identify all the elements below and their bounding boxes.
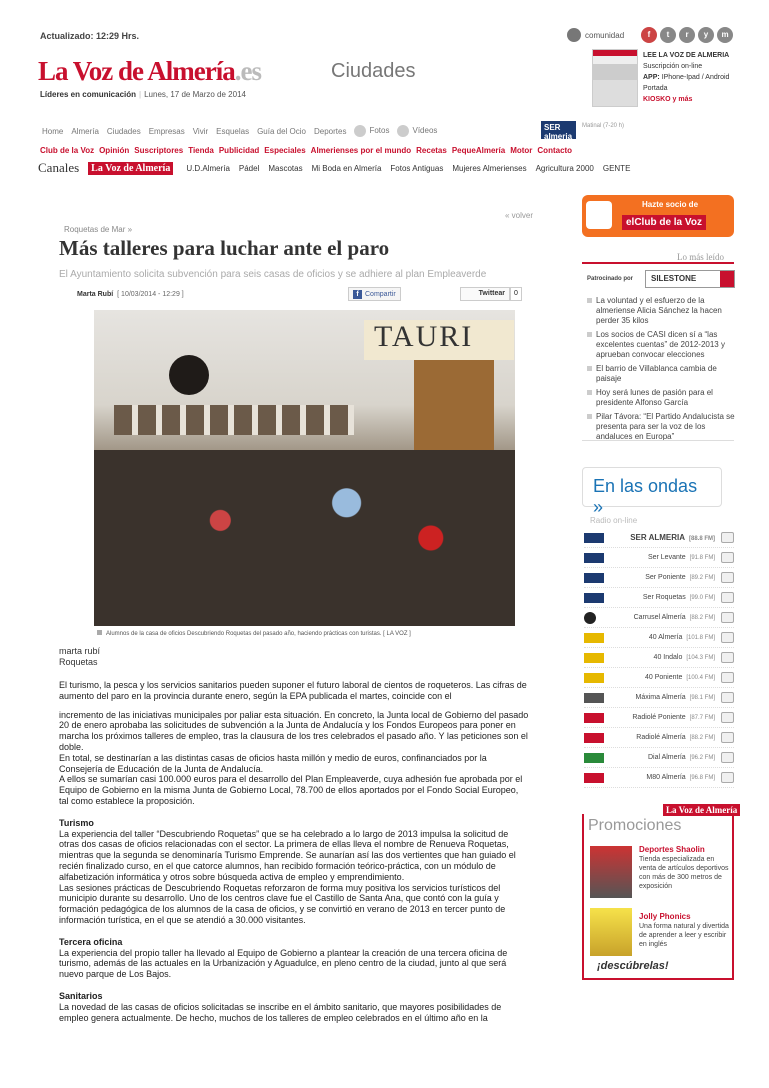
radio-freq: [87.7 FM]	[689, 715, 715, 721]
photo-crowd	[94, 450, 515, 626]
byline	[77, 291, 184, 298]
radio-name: Carrusel Almería	[633, 614, 686, 621]
radio-freq: [89.2 FM]	[689, 575, 715, 581]
paragraph: La experiencia del taller “Descubriendo Roquetas” que se ha celebrado a lo largo de 2013 impulsa la solicitud de otras dos casas de oficios relacionadas con el sector. La primera de ellas lleva el nombre de Renueva Roquetas, mientras que la segunda se denominaría Turismo Emprende. Se aunarían así las dos vertientes que han guiado el recién finalizado curso, en el que catorce alumnos, han recibido formación teórico-práctica, con un módulo de alfabetización informática y otros sobre búsqueda activa de empleo y emprendimiento.	[59, 828, 516, 882]
nav-fotos[interactable]	[354, 125, 389, 137]
radio-freq: [104.3 FM]	[686, 655, 715, 661]
speaker-icon[interactable]	[721, 592, 734, 603]
nav-guia-ocio[interactable]: Guía del Ocio	[257, 126, 306, 136]
radio-row[interactable]	[584, 568, 734, 588]
nav-vivir[interactable]: Vivir	[192, 126, 209, 136]
facebook-icon[interactable]: f	[641, 27, 657, 43]
radio-row[interactable]	[584, 628, 734, 648]
caption-text: Alumnos de la casa de oficios Descubriendo Roquetas del pasado año, haciendo prácticas con turistas. [ LA VOZ ]	[106, 631, 411, 637]
paper-subscription[interactable]: Suscripción on-line	[643, 63, 703, 70]
paper-app-label: APP:	[643, 74, 660, 81]
paragraph: En total, se destinarían a las distintas casas de oficios hasta millón y medio de euros, confinanciados por la Consejería de Educación de la Junta de Andalucía.	[59, 752, 487, 774]
twitter-icon[interactable]: t	[660, 27, 676, 43]
nav-ciudades[interactable]: Ciudades	[106, 126, 141, 136]
radio-logo-icon	[584, 633, 604, 643]
promo-title: Deportes Shaolin	[639, 845, 705, 854]
speaker-icon[interactable]	[721, 672, 734, 683]
promo-text: Una forma natural y divertida de aprender a leer y escribir en inglés	[639, 923, 729, 948]
twitter-share-button[interactable]: Twittear	[460, 287, 510, 301]
byline-author: Marta Rubí	[77, 291, 114, 298]
radio-row[interactable]	[584, 588, 734, 608]
tagline-text: Líderes en comunicación	[40, 90, 137, 99]
radio-name: Radiolé Almería	[636, 734, 686, 741]
silestone-s-icon	[720, 271, 734, 287]
section-heading: Turismo	[59, 817, 94, 828]
radio-row[interactable]	[584, 668, 734, 688]
mas-leido-item[interactable]: El barrio de Villablanca cambia de paisaje	[587, 364, 735, 384]
ser-radio-button[interactable]: SER almeria	[541, 121, 576, 139]
radio-freq: [101.8 FM]	[686, 635, 715, 641]
current-date: Lunes, 17 de Marzo de 2014	[144, 90, 246, 99]
nav-home[interactable]: Home	[42, 126, 64, 136]
canal-mascotas[interactable]: Mascotas	[268, 163, 303, 173]
youtube-icon[interactable]: y	[698, 27, 714, 43]
comunidad-label: comunidad	[585, 30, 625, 40]
nav2-opinion[interactable]: Opinión	[99, 146, 130, 155]
radio-row[interactable]	[584, 548, 734, 568]
en-las-ondas-header[interactable]: En las ondas »	[582, 467, 722, 507]
radio-row[interactable]	[584, 728, 734, 748]
nav2-especiales[interactable]: Especiales	[264, 146, 306, 155]
speaker-icon[interactable]	[721, 572, 734, 583]
radio-name: 40 Almería	[648, 634, 683, 641]
ser-schedule: Matinal (7-20 h)	[582, 123, 625, 129]
promo-shaolin[interactable]	[639, 845, 731, 891]
radio-freq: [96.2 FM]	[689, 755, 715, 761]
nav2-publicidad[interactable]: Publicidad	[218, 146, 260, 155]
radio-logo-icon	[584, 573, 604, 583]
promo-text: Tienda especializada en venta de artículos deportivos con más de 300 metros de exposición	[639, 856, 729, 890]
tagline: Líderes en comunicación | Lunes, 17 de Marzo de 2014	[40, 90, 246, 99]
radio-name: M80 Almería	[646, 774, 686, 781]
canal-fotos-antiguas[interactable]: Fotos Antiguas	[390, 163, 444, 173]
radio-logo-icon	[584, 753, 604, 763]
radio-name: SER ALMERIA	[630, 533, 685, 542]
breadcrumb[interactable]: Roquetas de Mar »	[64, 225, 133, 234]
radio-logo-icon	[584, 713, 604, 723]
radio-logo-icon	[584, 733, 604, 743]
canal-udalmeria[interactable]: U.D.Almería	[186, 163, 230, 173]
article-photo[interactable]	[94, 310, 515, 626]
byline-date: [ 10/03/2014 - 12:29 ]	[117, 291, 184, 298]
mas-leido-item[interactable]: Pilar Távora: “El Partido Andalucista se presenta para ser la voz de los andaluces en Europa”	[587, 412, 735, 442]
radio-logo-icon	[584, 533, 604, 543]
speaker-icon[interactable]	[721, 652, 734, 663]
main-nav	[42, 125, 437, 137]
section-title: Ciudades	[331, 60, 416, 82]
radio-freq: [88.8 FM]	[688, 536, 715, 542]
speaker-icon[interactable]	[721, 632, 734, 643]
radio-freq: [88.2 FM]	[689, 615, 715, 621]
photo-wall-pictures	[114, 405, 354, 435]
radio-name: Máxima Almería	[635, 694, 686, 701]
speaker-icon[interactable]	[721, 532, 734, 543]
radio-name: Radiolé Poniente	[632, 714, 686, 721]
newspaper-cover-thumbnail[interactable]	[592, 49, 638, 107]
updated-time: Actualizado: 12:29 Hrs.	[40, 31, 140, 41]
radio-name: 40 Poniente	[644, 674, 683, 681]
section-heading: Sanitarios	[59, 990, 103, 1001]
author-name: marta rubí	[59, 646, 101, 656]
club-banner-name: elClub de la Voz	[622, 215, 706, 230]
nav-videos[interactable]	[397, 125, 437, 137]
descubrelas-link[interactable]: ¡descúbrelas!	[597, 960, 669, 972]
promo-title: Jolly Phonics	[639, 912, 691, 921]
radio-freq: [99.0 FM]	[689, 595, 715, 601]
kiosko-logo[interactable]: KIOSKO y más	[643, 96, 693, 103]
speaker-icon[interactable]	[721, 692, 734, 703]
radio-name: Ser Levante	[647, 554, 686, 561]
nav-deportes[interactable]: Deportes	[314, 126, 347, 136]
photo-sign: TAURI	[364, 320, 514, 360]
logo-es: .es	[234, 56, 261, 86]
mas-leido-title: Lo más leído	[677, 252, 724, 262]
radio-name: Ser Roquetas	[642, 594, 686, 601]
mobile-icon[interactable]: m	[717, 27, 733, 43]
promo-shaolin-image[interactable]	[590, 846, 632, 898]
facebook-share-label: Compartir	[365, 291, 396, 298]
speaker-icon[interactable]	[721, 712, 734, 723]
radio-name: Dial Almería	[647, 754, 686, 761]
speaker-icon[interactable]	[721, 772, 734, 783]
rss-icon[interactable]: r	[679, 27, 695, 43]
mas-leido-header	[582, 250, 734, 264]
sponsor-label: Patrocinado por	[587, 276, 634, 282]
nav2-recetas[interactable]: Recetas	[416, 146, 447, 155]
radio-logo-icon	[584, 673, 604, 683]
canales-bar	[38, 160, 630, 176]
facebook-share-button[interactable]	[348, 287, 401, 301]
canales-label: Canales	[38, 160, 80, 175]
caption-bullet-icon	[97, 630, 102, 635]
nav2-tienda[interactable]: Tienda	[188, 146, 214, 155]
video-icon	[397, 125, 409, 137]
paragraph: El turismo, la pesca y los servicios sanitarios pueden suponer el futuro laboral de cientos de roqueteros. Las cifras de aumento del paro en la provincia durante enero, según la EPA publicada el martes, coincide con el	[59, 680, 527, 701]
facebook-icon: f	[353, 290, 362, 299]
radio-freq: [98.1 FM]	[689, 695, 715, 701]
article-body	[59, 680, 529, 1023]
back-link[interactable]: « volver	[505, 211, 534, 220]
canal-boda[interactable]: Mi Boda en Almería	[311, 163, 382, 173]
mas-leido-item[interactable]: La voluntad y el esfuerzo de la almeriense Alicia Sánchez la hacen perder 35 kilos	[587, 296, 735, 326]
silestone-label: SILESTONE	[651, 274, 697, 283]
promo-brand: La Voz de Almería	[663, 804, 740, 816]
speaker-icon[interactable]	[721, 752, 734, 763]
club-banner-text: Hazte socio de	[642, 200, 699, 209]
speaker-icon[interactable]	[721, 612, 734, 623]
radio-logo-icon	[584, 593, 604, 603]
radio-logo-icon	[584, 612, 596, 624]
radio-list	[584, 528, 734, 788]
radio-freq: [96.8 FM]	[689, 775, 715, 781]
nav2-suscriptores[interactable]: Suscriptores	[134, 146, 184, 155]
canales-brand: La Voz de Almería	[88, 162, 173, 175]
promotions-title: Promociones	[588, 817, 682, 834]
silestone-sponsor-logo[interactable]	[645, 270, 735, 288]
mas-leido-item[interactable]: Los socios de CASI dicen sí a “las excelentes cuentas” de 2012-2013 y aprueban convocar elecciones	[587, 330, 735, 360]
site-logo[interactable]	[38, 56, 261, 87]
author-location: Roquetas	[59, 657, 98, 667]
radio-row[interactable]	[584, 708, 734, 728]
radio-logo-icon	[584, 553, 604, 563]
speaker-icon[interactable]	[721, 732, 734, 743]
radio-freq: [91.8 FM]	[689, 555, 715, 561]
canal-mujeres[interactable]: Mujeres Almerienses	[452, 163, 527, 173]
social-icons	[641, 27, 733, 43]
newspaper-info	[643, 50, 753, 105]
nav-empresas[interactable]: Empresas	[148, 126, 185, 136]
nav2-motor[interactable]: Motor	[510, 146, 533, 155]
mas-leido-list	[587, 296, 735, 446]
paragraph: Las sesiones prácticas de Descubriendo Roquetas reforzaron de forma muy positiva los servicios turísticos del municipio durante su desarrollo. Uno de los centros clave fue el Castillo de Santa Ana, que contó con la guía y formación pedagógica de los alumnos de la casa de oficios, y se convirtió en verano de 2013 en tercer punto de información turística, en el que se atendió a 30.000 visitantes.	[59, 882, 506, 925]
radio-row[interactable]	[584, 768, 734, 788]
radio-logo-icon	[584, 653, 604, 663]
club-banner[interactable]	[582, 195, 734, 237]
radio-freq: [88.2 FM]	[689, 735, 715, 741]
radio-name: 40 Indalo	[653, 654, 683, 661]
twitter-share-count: 0	[510, 287, 522, 301]
pointing-hand-icon	[586, 201, 612, 229]
nav-esquelas[interactable]: Esquelas	[216, 126, 250, 136]
nav-videos-label: Vídeos	[412, 126, 438, 136]
radio-row[interactable]	[584, 528, 734, 548]
radio-logo-icon	[584, 773, 604, 783]
mas-leido-item[interactable]: Hoy será lunes de pasión para el presidente Alfonso García	[587, 388, 735, 408]
nav2-almerienses-mundo[interactable]: Almerienses por el mundo	[310, 146, 412, 155]
radio-name: Ser Poniente	[645, 574, 686, 581]
paragraph: incremento de las iniciativas municipales por paliar esta situación. En concreto, la Junta local de Gobierno del pasado 20 de enero aprobaba las solicitudes de subvención a la Junta de Andalucía y los Fondos Europeos para poner en marcha los próximos talleres de empleo, tras la clausura de los tres celebrados el pasado año. Y las peticiones son el doble.	[59, 709, 529, 752]
radio-row[interactable]	[584, 748, 734, 768]
nav2-contacto[interactable]: Contacto	[537, 146, 573, 155]
paragraph: A ellos se sumarían casi 100.000 euros para el desarrollo del Plan Empleaverde, cuya adhesión fue aprobada por el Equipo de Gobierno en la misma Junta de Gobierno Local, 78.700 de ellos aportados por el Fondo Social Europeo, tal como establece la proposición.	[59, 774, 523, 806]
canal-agricultura[interactable]: Agricultura 2000	[535, 163, 594, 173]
paragraph: La novedad de las casas de oficios solicitadas se inscribe en el ámbito sanitario, que mayores posibilidades de empleo genera actualmente. De hecho, muchos de los talleres de empleo celebrados en el último año en la	[59, 1001, 502, 1023]
divider	[582, 440, 734, 441]
section-heading: Tercera oficina	[59, 936, 123, 947]
paper-title[interactable]: LEE LA VOZ DE ALMERIA	[643, 52, 730, 59]
article-title: Más talleres para luchar ante el paro	[59, 236, 390, 260]
nav2-pequealmeria[interactable]: PequeAlmería	[451, 146, 506, 155]
paragraph: La experiencia del propio taller ha llevado al Equipo de Gobierno a plantear la creación de una tercera oficina de turismo, además de las actuales en la Urbanización y Aguadulce, en pleno centro de la ciudad, junto al que será nuevo parque de Los Bajos.	[59, 947, 508, 980]
promo-jolly-image[interactable]	[590, 908, 632, 956]
paper-portada[interactable]: Portada	[643, 85, 668, 92]
radio-freq: [100.4 FM]	[686, 675, 715, 681]
secondary-nav	[40, 146, 572, 155]
speaker-icon[interactable]	[721, 552, 734, 563]
article-author-block	[59, 646, 100, 668]
photo-caption	[97, 630, 411, 637]
comunidad-link[interactable]	[567, 28, 624, 42]
radio-row[interactable]	[584, 688, 734, 708]
radio-logo-icon	[584, 693, 604, 703]
promo-jolly[interactable]	[639, 912, 731, 949]
nav-fotos-label: Fotos	[369, 126, 390, 136]
paper-app[interactable]: IPhone-Ipad / Android	[661, 74, 730, 81]
radio-row[interactable]	[584, 608, 734, 628]
canal-gente[interactable]: GENTE	[602, 163, 631, 173]
radio-row[interactable]	[584, 648, 734, 668]
nav-almeria[interactable]: Almería	[71, 126, 99, 136]
photo-bull-head	[169, 355, 209, 395]
camera-icon	[354, 125, 366, 137]
logo-main: La Voz de Almería	[38, 56, 235, 86]
radio-online-label: Radio on-line	[590, 516, 638, 525]
nav2-club[interactable]: Club de la Voz	[40, 146, 95, 155]
community-icon	[567, 28, 581, 42]
article-subtitle: El Ayuntamiento solicita subvención para seis casas de oficios y se adhiere al plan Empleaverde	[59, 269, 487, 280]
canal-padel[interactable]: Pádel	[238, 163, 260, 173]
